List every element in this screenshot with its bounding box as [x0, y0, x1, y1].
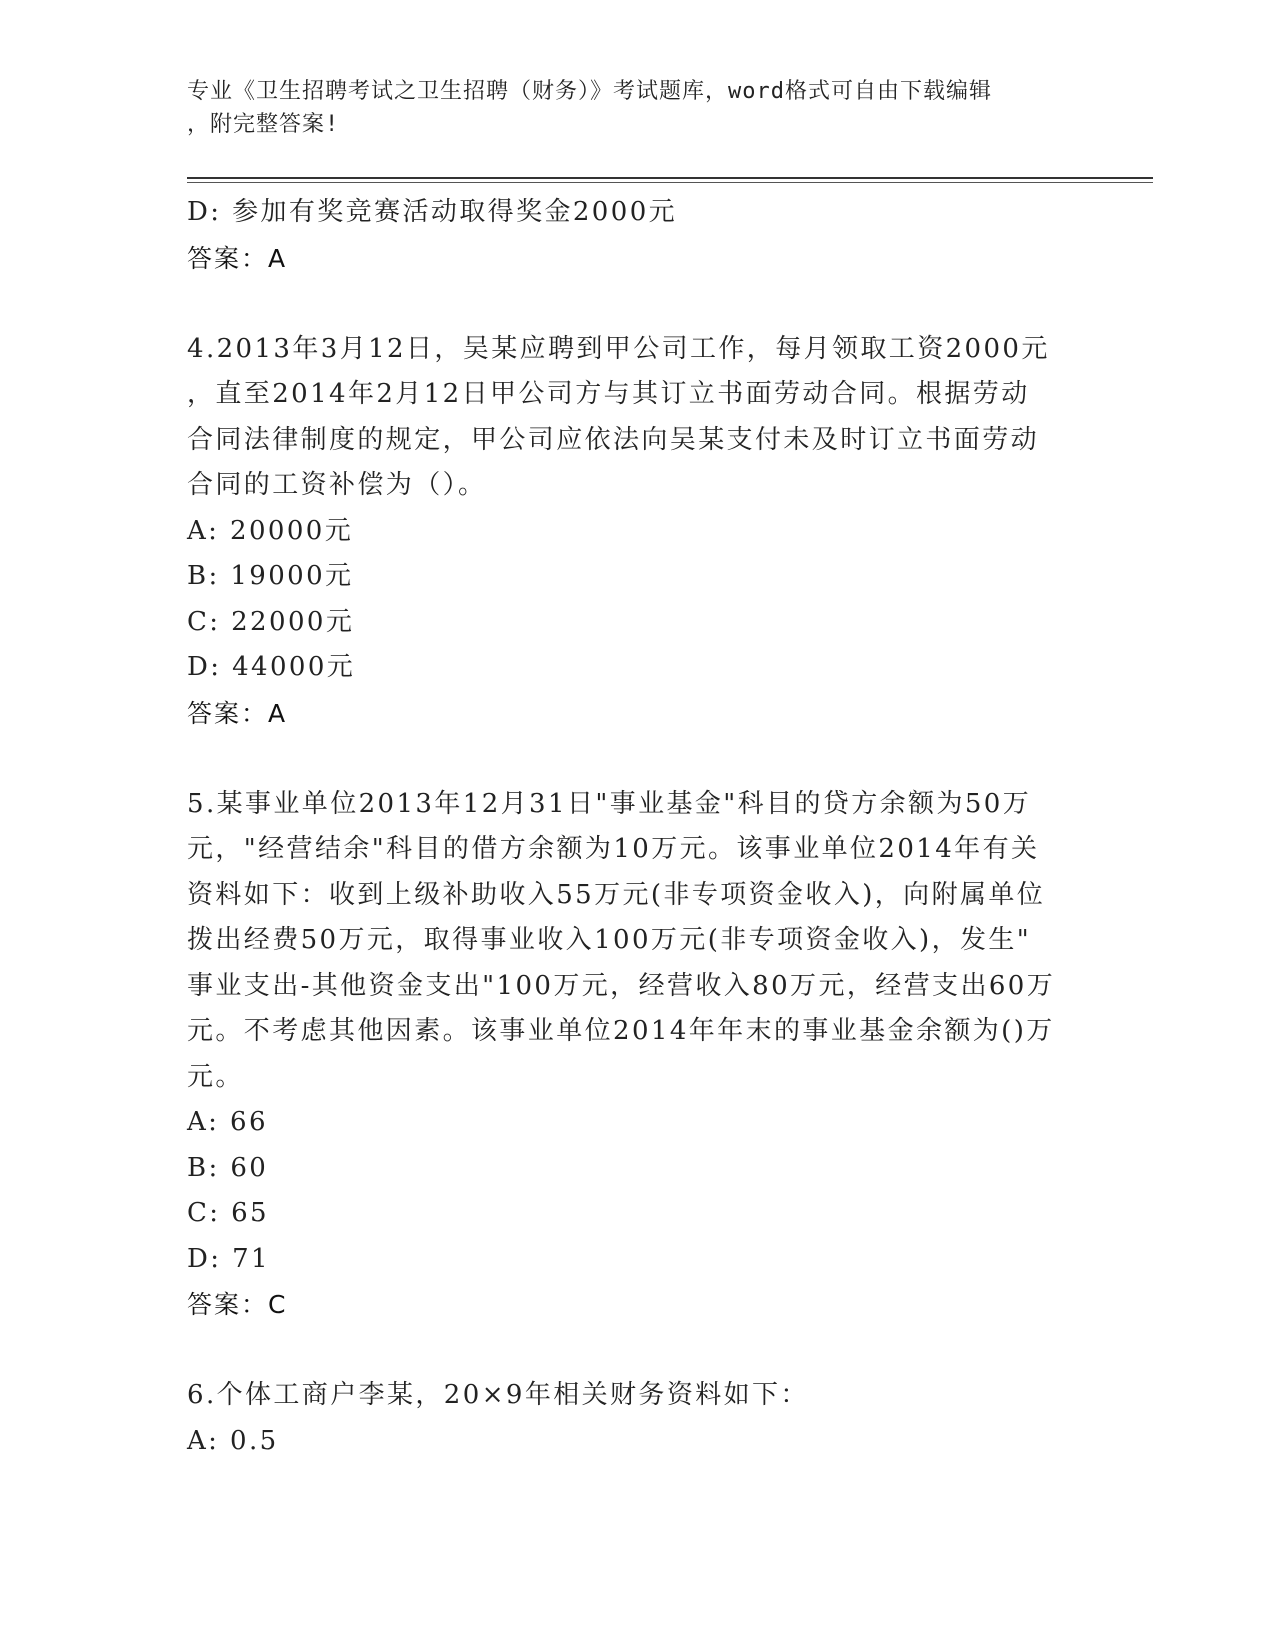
question-4-option-b: B: 19000元 [187, 561, 354, 591]
spacer [187, 1328, 1087, 1374]
question-4-option-a: A: 20000元 [187, 515, 354, 546]
question-4-stem [187, 327, 1087, 509]
spacer [187, 281, 1087, 327]
spacer [187, 736, 1087, 782]
document-header [187, 75, 1067, 141]
question-5-option-c: C: 65 [187, 1198, 270, 1228]
question-5-option-a: A: 66 [187, 1107, 268, 1137]
question-5-stem-line: 元。不考虑其他因素。该事业单位2014年年末的事业基金余额为()万 [187, 1016, 1055, 1046]
question-4-answer: 答案：A [187, 698, 288, 728]
header-divider-thin [187, 182, 1153, 183]
question-5-stem-line: 拨出经费50万元，取得事业收入100万元(非专项资金收入)，发生" [187, 925, 1032, 955]
question-4-stem-line: 合同的工资补偿为（）。 [187, 470, 487, 500]
question-6-stem [187, 1373, 1087, 1419]
question-6-stem-line: 6.个体工商户李某，20×9年相关财务资料如下： [187, 1380, 809, 1410]
question-4-stem-line: ，直至2014年2月12日甲公司方与其订立书面劳动合同。根据劳动 [187, 379, 1030, 409]
question-5-stem-line: 元，"经营结余"科目的借方余额为10万元。该事业单位2014年有关 [187, 834, 1040, 864]
header-divider-thick [187, 177, 1153, 179]
question-5-option-b: B: 60 [187, 1152, 269, 1183]
header-line-2: ，附完整答案! [187, 112, 340, 137]
question-5-stem-line: 资料如下：收到上级补助收入55万元(非专项资金收入)，向附属单位 [187, 879, 1046, 910]
question-5-answer: 答案：C [187, 1290, 288, 1319]
header-line-1: 专业《卫生招聘考试之卫生招聘（财务）》考试题库，word格式可自由下载编辑 [187, 79, 992, 104]
document-body [187, 190, 1087, 1464]
question-4-option-c: C: 22000元 [187, 606, 355, 637]
question-4-option-d: D: 44000元 [187, 652, 356, 682]
question-5-stem [187, 782, 1087, 1101]
question-5-option-d: D: 71 [187, 1243, 270, 1274]
prev-answer: 答案：A [187, 243, 288, 273]
question-5-stem-line: 5.某事业单位2013年12月31日"事业基金"科目的贷方余额为50万 [187, 788, 1032, 819]
question-6-option-a: A: 0.5 [187, 1425, 279, 1456]
question-5-stem-line: 元。 [187, 1061, 244, 1092]
prev-option-d: D: 参加有奖竞赛活动取得奖金2000元 [187, 197, 678, 227]
question-4-stem-line: 4.2013年3月12日，吴某应聘到甲公司工作，每月领取工资2000元 [187, 333, 1050, 364]
question-5-stem-line: 事业支出-其他资金支出"100万元，经营收入80万元，经营支出60万 [187, 970, 1056, 1001]
question-4-stem-line: 合同法律制度的规定，甲公司应依法向吴某支付未及时订立书面劳动 [187, 424, 1040, 455]
